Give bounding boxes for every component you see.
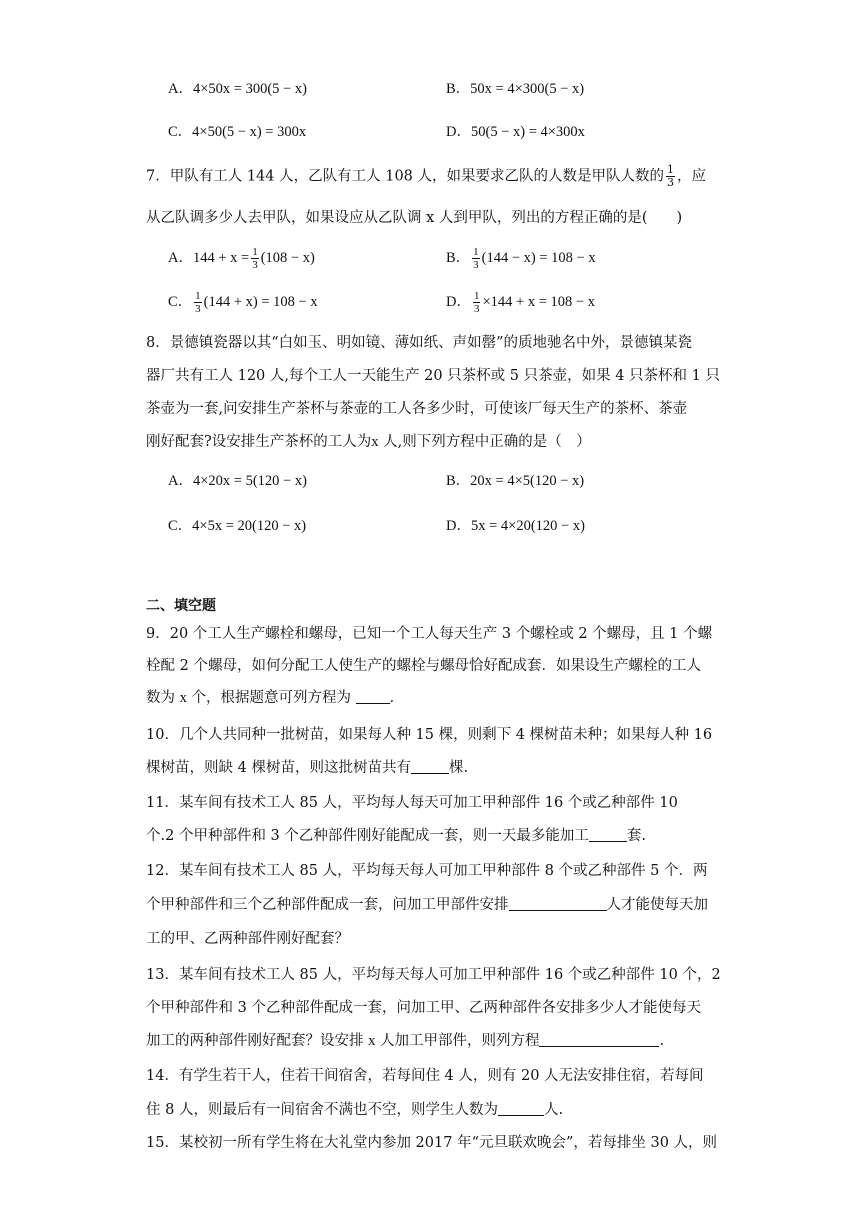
q7-option-a: A．144 + x = $\frac{1}{3}$ (108 − x) bbox=[168, 246, 315, 272]
q13-line-2: 个甲种部件和 3 个乙种部件配成一套，问加工甲、乙两种部件各安排多少人才能使每天 bbox=[146, 1000, 701, 1016]
q7-fraction: $\frac{1}{3}$ bbox=[667, 163, 675, 189]
q8-option-d: D．5x = 4×20(120 − x) bbox=[446, 518, 585, 534]
q13-answer-blank[interactable] bbox=[539, 1032, 659, 1047]
q6-option-d-equation: 50(5 − x) = 4×300x bbox=[470, 124, 585, 140]
q13-line-1: 13．某车间有技术工人 85 人，平均每天每人可加工甲种部件 16 个或乙种部件 10 个，2 bbox=[146, 967, 721, 983]
q12-line-3: 工的甲、乙两种部件刚好配套？ bbox=[146, 931, 349, 947]
q12-answer-blank[interactable] bbox=[509, 896, 607, 911]
q7-line-2: 从乙队调多少人去甲队，如果设应从乙队调 x 人到甲队，列出的方程正确的是( ) bbox=[146, 210, 683, 226]
q11-line-2: 个.2 个甲种部件和 3 个乙种部件刚好能配成一套，则一天最多能加工 套. bbox=[146, 828, 646, 844]
q6-option-c-equation: 4×50(5 − x) = 300x bbox=[192, 124, 307, 140]
q14-line-2: 住 8 人，则最后有一间宿舍不满也不空，则学生人数为 人. bbox=[146, 1102, 564, 1118]
section-heading-fill-in: 二、填空题 bbox=[146, 598, 216, 614]
q13-line-3: 加工的两种部件刚好配套？设安排 x 人加工甲部件，则列方程 . bbox=[146, 1033, 665, 1049]
q6-option-a: A．4×50x = 300(5 − x) bbox=[168, 81, 307, 97]
q7-option-c: C． $\frac{1}{3}$ (144 + x) = 108 − x bbox=[168, 290, 318, 316]
q8-option-b: B．20x = 4×5(120 − x) bbox=[446, 473, 585, 489]
q8-line-3: 茶壶为一套,问安排生产茶杯与茶壶的工人各多少时，可使该厂每天生产的茶杯、茶壶 bbox=[146, 401, 688, 417]
q6-option-c: C．4×50(5 − x) = 300x bbox=[168, 124, 307, 140]
q9-answer-blank[interactable] bbox=[356, 689, 390, 704]
q9-line-3: 数为 x 个，根据题意可列方程为 ． bbox=[146, 690, 405, 706]
q8-line-2: 器厂共有工人 120 人,每个工人一天能生产 20 只茶杯或 5 只茶壶，如果 4 只茶杯和 1 只 bbox=[146, 368, 721, 384]
q7-line-1: 7．甲队有工人 144 人，乙队有工人 108 人，如果要求乙队的人数是甲队人数的 $\frac{1}{3}$ ，应 bbox=[146, 163, 707, 189]
q12-line-1: 12．某车间有技术工人 85 人，平均每天每人可加工甲种部件 8 个或乙种部件 5 个．两 bbox=[146, 863, 708, 879]
q10-line-1: 10．几个人共同种一批树苗，如果每人种 15 棵，则剩下 4 棵树苗未种；如果每人种 16 bbox=[146, 727, 713, 743]
q10-line-2: 棵树苗，则缺 4 棵树苗，则这批树苗共有 棵. bbox=[146, 760, 469, 776]
q10-answer-blank[interactable] bbox=[411, 759, 449, 774]
q11-answer-blank[interactable] bbox=[589, 827, 627, 842]
q7-option-d: D． $\frac{1}{3}$ ×144 + x = 108 − x bbox=[446, 290, 595, 316]
q15-line-1: 15．某校初一所有学生将在大礼堂内参加 2017 年“元旦联欢晚会”，若每排坐 30 人，则 bbox=[146, 1135, 718, 1151]
q8-option-a: A．4×20x = 5(120 − x) bbox=[168, 473, 307, 489]
q14-answer-blank[interactable] bbox=[498, 1101, 544, 1116]
q6-option-b-equation: 50x = 4×300(5 − x) bbox=[470, 81, 585, 97]
q12-line-2: 个甲种部件和三个乙种部件配成一套，问加工甲部件安排 人才能使每天加 bbox=[146, 897, 708, 913]
q14-line-1: 14．有学生若干人，住若干间宿舍，若每间住 4 人，则有 20 人无法安排住宿，若每间 bbox=[146, 1068, 704, 1084]
q8-option-c: C．4×5x = 20(120 − x) bbox=[168, 518, 307, 534]
q8-line-4: 刚好配套?设安排生产茶杯的工人为x 人,则下列方程中正确的是（ ） bbox=[146, 434, 591, 450]
q6-option-d: D．50(5 − x) = 4×300x bbox=[446, 124, 585, 140]
q9-line-1: 9．20 个工人生产螺栓和螺母，已知一个工人每天生产 3 个螺栓或 2 个螺母，且 1 个螺 bbox=[146, 626, 713, 642]
q8-line-1: 8．景德镇瓷器以其“白如玉、明如镜、薄如纸、声如罄”的质地驰名中外，景德镇某瓷 bbox=[146, 335, 693, 351]
q7-option-b: B． $\frac{1}{3}$ (144 − x) = 108 − x bbox=[446, 246, 596, 272]
q9-line-2: 栓配 2 个螺母，如何分配工人使生产的螺栓与螺母恰好配成套．如果设生产螺栓的工人 bbox=[146, 658, 701, 674]
q6-option-b: B．50x = 4×300(5 − x) bbox=[446, 81, 585, 97]
q11-line-1: 11．某车间有技术工人 85 人，平均每人每天可加工甲种部件 16 个或乙种部件 10 bbox=[146, 795, 678, 811]
q6-option-a-equation: 4×50x = 300(5 − x) bbox=[192, 81, 307, 97]
